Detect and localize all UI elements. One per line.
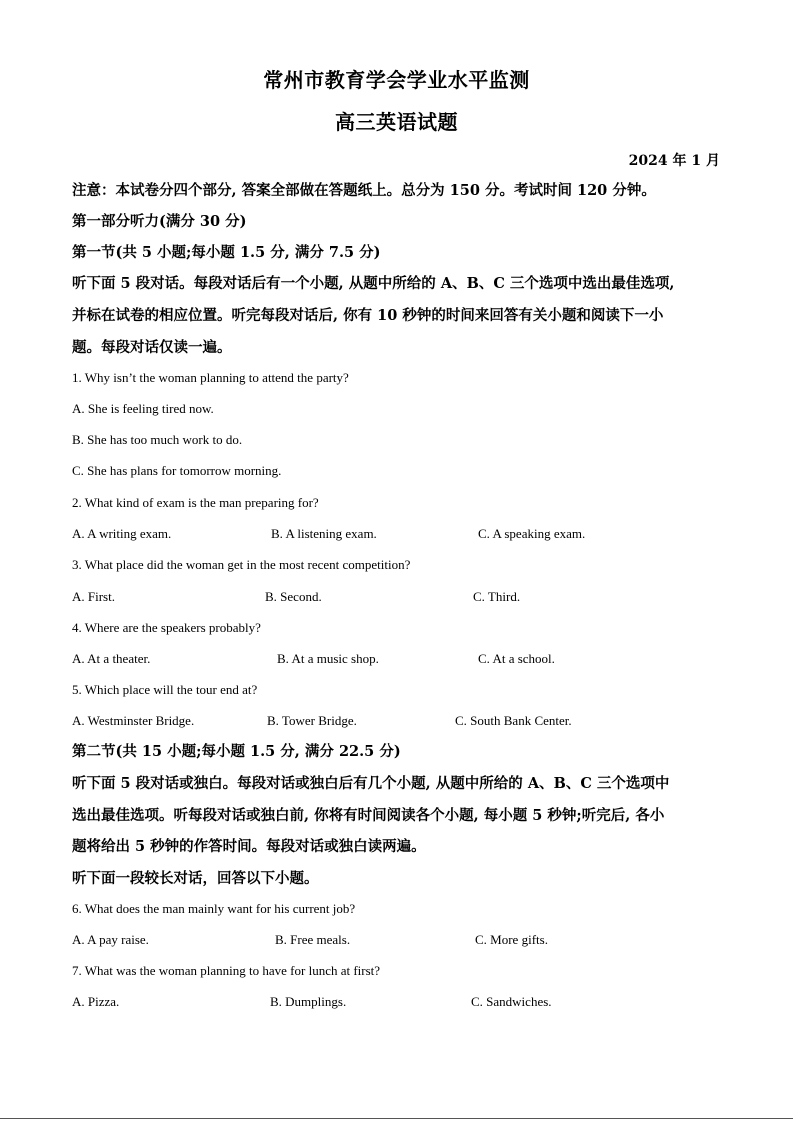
section2-heading: 第二节(共 15 小题;每小题 1.5 分, 满分 22.5 分): [72, 743, 401, 760]
exam-subtitle: 高三英语试题: [335, 110, 458, 134]
option: B. A listening exam.: [271, 526, 377, 541]
question: 7. What was the woman planning to have for lunch at first?: [72, 963, 381, 978]
option: C. More gifts.: [475, 932, 548, 947]
option: C. Sandwiches.: [471, 994, 552, 1009]
option: A. She is feeling tired now.: [72, 401, 214, 416]
option: A. Westminster Bridge.: [72, 713, 195, 728]
question: 1. Why isn’t the woman planning to attend the party?: [72, 370, 349, 385]
option: C. She has plans for tomorrow morning.: [72, 463, 282, 478]
question: 3. What place did the woman get in the most recent competition?: [72, 557, 411, 572]
section1-instructions-line: 并标在试卷的相应位置。听完每段对话后, 你有 10 秒钟的时间来回答有关小题和阅读下一小: [72, 307, 664, 324]
option: C. South Bank Center.: [455, 713, 572, 728]
option: B. Dumplings.: [270, 994, 347, 1009]
page-bottom-rule: [0, 1118, 793, 1119]
section1-instructions-line: 题。每段对话仅读一遍。: [72, 339, 232, 356]
notice: 注意：本试卷分四个部分, 答案全部做在答题纸上。总分为 150 分。考试时间 120 分钟。: [72, 182, 656, 199]
exam-title: 常州市教育学会学业水平监测: [263, 68, 530, 92]
section1-heading: 第一节(共 5 小题;每小题 1.5 分, 满分 7.5 分): [72, 244, 381, 261]
question: 4. Where are the speakers probably?: [72, 620, 261, 635]
option: A. Pizza.: [72, 994, 120, 1009]
question: 2. What kind of exam is the man preparing for?: [72, 495, 319, 510]
option: C. Third.: [473, 589, 521, 604]
option: B. At a music shop.: [277, 651, 379, 666]
question: 5. Which place will the tour end at?: [72, 682, 258, 697]
option: B. Free meals.: [275, 932, 351, 947]
option: A. A pay raise.: [72, 932, 149, 947]
exam-date: 2024 年 1 月: [628, 153, 720, 169]
option: C. A speaking exam.: [478, 526, 586, 541]
option: A. A writing exam.: [72, 526, 172, 541]
option: B. Second.: [265, 589, 322, 604]
part1-heading: 第一部分听力(满分 30 分): [72, 213, 247, 230]
section2-instructions-line: 听下面 5 段对话或独白。每段对话或独白后有几个小题, 从题中所给的 A、B、C 三个选项中: [72, 775, 670, 792]
option: B. Tower Bridge.: [267, 713, 357, 728]
option: A. First.: [72, 589, 115, 604]
section2-instructions-line: 题将给出 5 秒钟的作答时间。每段对话或独白读两遍。: [72, 838, 426, 855]
question: 6. What does the man mainly want for his current job?: [72, 901, 356, 916]
option: A. At a theater.: [72, 651, 151, 666]
option: B. She has too much work to do.: [72, 432, 243, 447]
section1-instructions-line: 听下面 5 段对话。每段对话后有一个小题, 从题中所给的 A、B、C 三个选项中选出最佳选项,: [72, 275, 675, 292]
section2-instructions-line: 选出最佳选项。听每段对话或独白前, 你将有时间阅读各个小题, 每小题 5 秒钟;听完后, 各小: [72, 807, 665, 824]
option: C. At a school.: [478, 651, 555, 666]
section2-lead: 听下面一段较长对话，回答以下小题。: [72, 870, 319, 887]
